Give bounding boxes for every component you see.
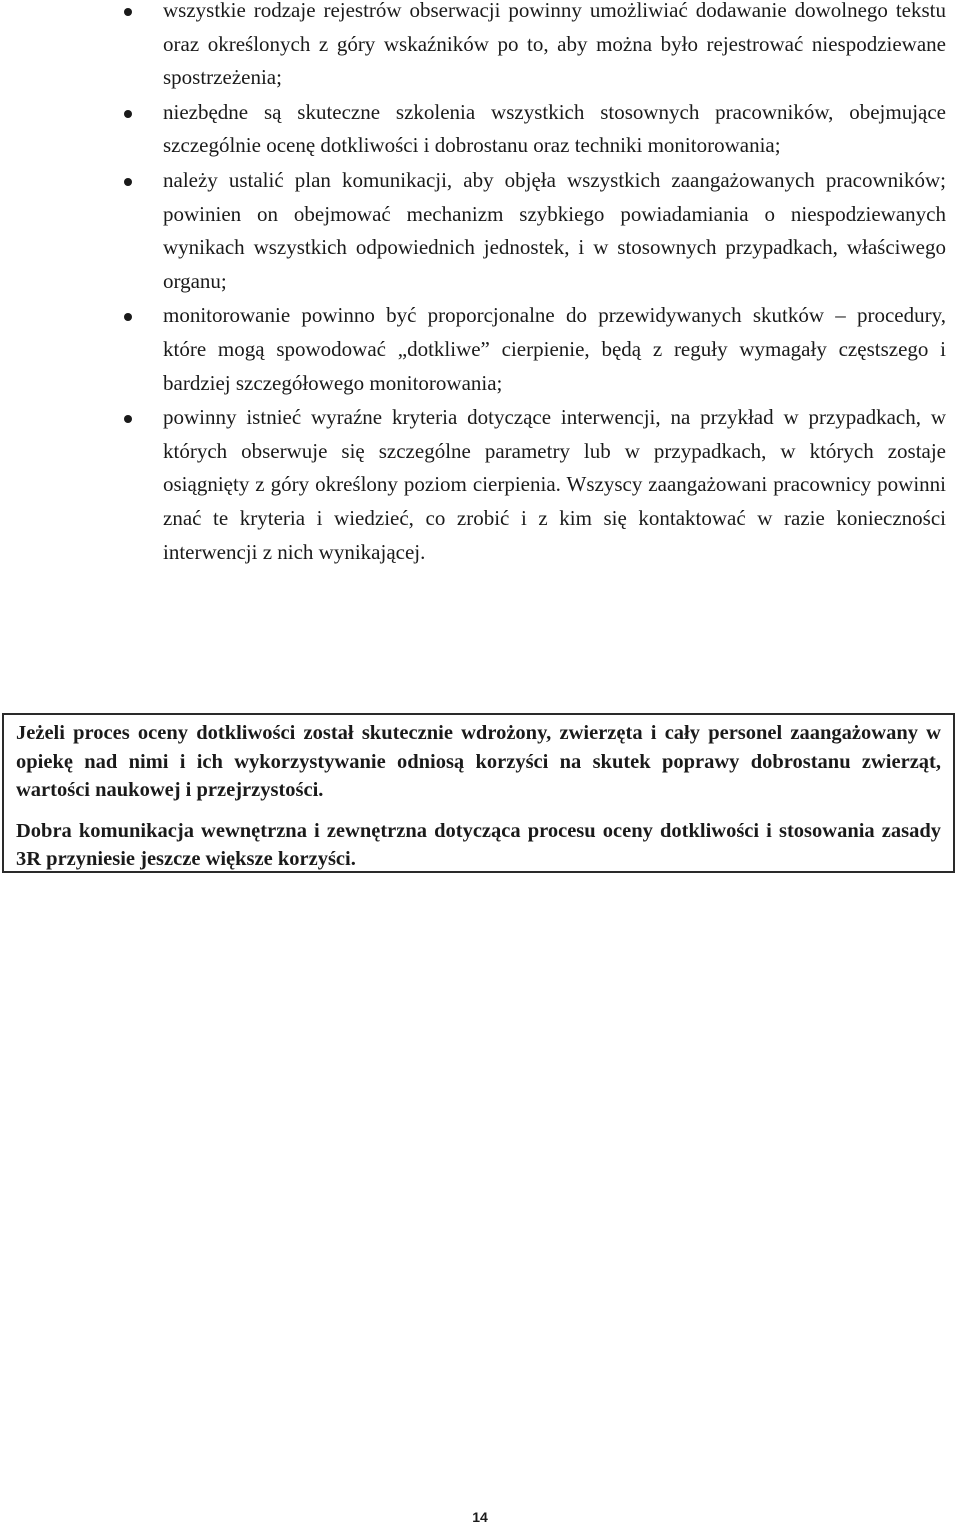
bullet-icon: [124, 313, 132, 321]
bullet-icon: [124, 178, 132, 186]
list-item: [0, 96, 960, 163]
bullet-icon: [124, 415, 132, 423]
bullet-icon: [124, 110, 132, 118]
list-item: [0, 299, 960, 400]
summary-box: [2, 713, 955, 873]
page-number: 14: [472, 1509, 488, 1525]
bullet-list: [0, 0, 960, 570]
summary-paragraph-benefits: Jeżeli proces oceny dotkliwości został skutecznie wdrożony, zwierzęta i cały personel zaangażowany w opiekę nad nimi i ich wykorzystywanie odniosą korzyści na skutek poprawy dobrostanu zwierząt, wartości naukowej i przejrzystości.: [16, 722, 941, 801]
list-item-text: monitorowanie powinno być proporcjonalne do przewidywanych skutków – procedury, które mogą spowodować „dotkliwe” cierpienie, będą z reguły wymagały częstszego i bardziej szczegółowego monitorowania;: [163, 303, 946, 395]
list-item: [0, 0, 960, 95]
list-item-text: powinny istnieć wyraźne kryteria dotyczące interwencji, na przykład w przypadkach, w których obserwuje się szczególne parametry lub w przypadkach, w których zostaje osiągnięty z góry określony poziom cierpienia. Wszyscy zaangażowani pracownicy powinni znać te kryteria i wiedzieć, co zrobić i z kim się kontaktować w razie konieczności interwencji z nich wynikającej.: [163, 405, 946, 564]
bullet-icon: [124, 8, 132, 16]
list-item-text: wszystkie rodzaje rejestrów obserwacji powinny umożliwiać dodawanie dowolnego tekstu oraz określonych z góry wskaźników po to, aby można było rejestrować niespodziewane spostrzeżenia;: [163, 0, 946, 90]
summary-paragraph-communication: Dobra komunikacja wewnętrzna i zewnętrzna dotycząca procesu oceny dotkliwości i stosowania zasady 3R przyniesie jeszcze większe korzyści.: [16, 819, 941, 870]
list-item-text: należy ustalić plan komunikacji, aby objęła wszystkich zaangażowanych pracowników; powinien on obejmować mechanizm szybkiego powiadamiania o niespodziewanych wynikach wszystkich odpowiednich jednostek, i w stosownych przypadkach, właściwego organu;: [163, 167, 946, 293]
list-item: [0, 164, 960, 298]
list-item: [0, 401, 960, 569]
list-item-text: niezbędne są skuteczne szkolenia wszystkich stosownych pracowników, obejmujące szczególnie ocenę dotkliwości i dobrostanu oraz techniki monitorowania;: [163, 99, 946, 158]
